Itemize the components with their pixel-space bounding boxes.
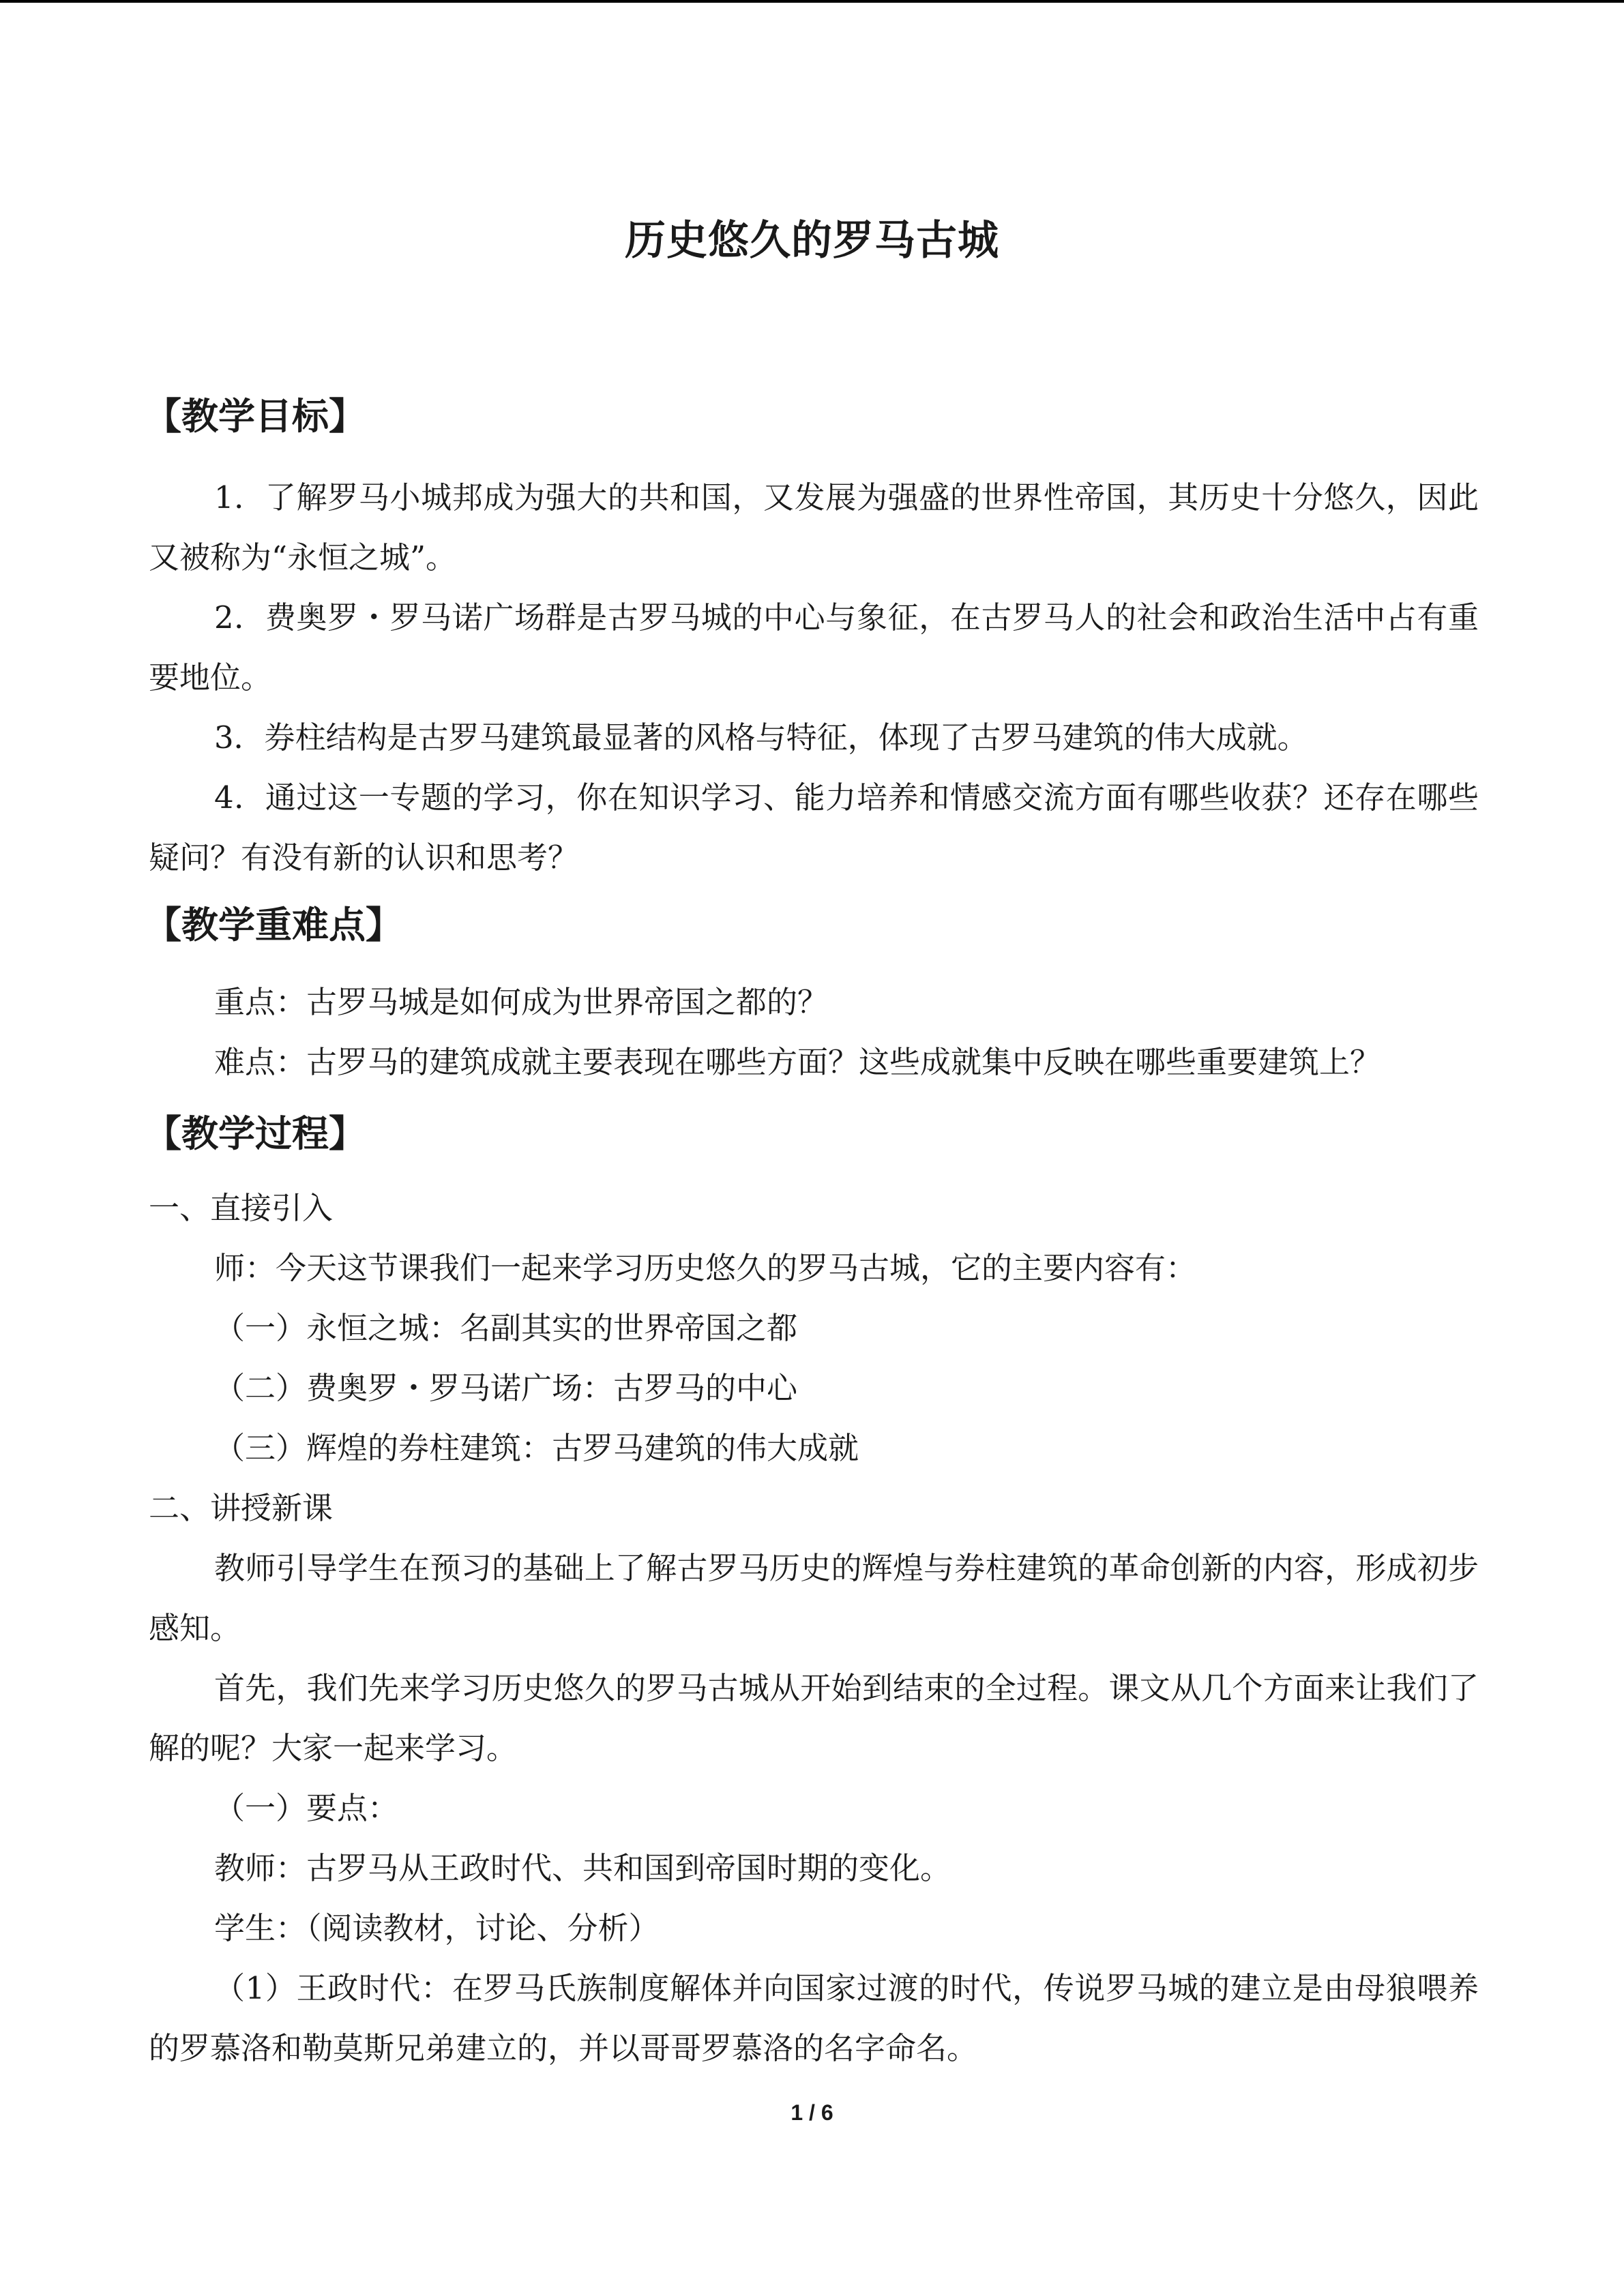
goal-item-4: 4．通过这一专题的学习，你在知识学习、能力培养和情感交流方面有哪些收获？还存在哪些疑问？有没有新的认识和思考？ (149, 779, 1479, 876)
part1-title: 一、直接引入 (149, 1190, 334, 1226)
part1-item-2: （二）费奥罗・罗马诺广场：古罗马的中心 (214, 1370, 798, 1406)
part1-item-1: （一）永恒之城：名副其实的世界帝国之都 (214, 1310, 798, 1346)
heading-teaching-goals: 【教学目标】 (145, 395, 366, 438)
heading-key-points: 【教学重难点】 (145, 904, 402, 946)
goal-item-2: 2．费奥罗・罗马诺广场群是古罗马城的中心与象征，在古罗马人的社会和政治生活中占有重要地位。 (149, 599, 1479, 696)
heading-teaching-process: 【教学过程】 (145, 1112, 366, 1155)
part2-student-line: 学生：（阅读教材，讨论、分析） (214, 1910, 660, 1946)
document-title: 历史悠久的罗马古城 (625, 217, 999, 265)
page-top-border (0, 0, 1624, 3)
goal-item-1: 1．了解罗马小城邦成为强大的共和国，又发展为强盛的世界性帝国，其历史十分悠久，因此又被称为“永恒之城”。 (149, 479, 1479, 576)
difficult-point: 难点：古罗马的建筑成就主要表现在哪些方面？这些成就集中反映在哪些重要建筑上？ (214, 1044, 1381, 1080)
goal-item-3: 3．券柱结构是古罗马建筑最显著的风格与特征，体现了古罗马建筑的伟大成就。 (214, 719, 1308, 756)
part2-point-label: （一）要点： (214, 1790, 399, 1826)
part1-item-3: （三）辉煌的券柱建筑：古罗马建筑的伟大成就 (214, 1430, 859, 1466)
part2-paragraph-1: 教师引导学生在预习的基础上了解古罗马历史的辉煌与券柱建筑的革命创新的内容，形成初步感知。 (149, 1550, 1479, 1646)
part2-paragraph-3: （1）王政时代：在罗马氏族制度解体并向国家过渡的时代，传说罗马城的建立是由母狼喂养的罗慕洛和勒莫斯兄弟建立的，并以哥哥罗慕洛的名字命名。 (149, 1970, 1479, 2066)
part2-title: 二、讲授新课 (149, 1490, 334, 1526)
part2-teacher-line: 教师：古罗马从王政时代、共和国到帝国时期的变化。 (214, 1850, 951, 1886)
part2-paragraph-2: 首先，我们先来学习历史悠久的罗马古城从开始到结束的全过程。课文从几个方面来让我们了解的呢？大家一起来学习。 (149, 1670, 1479, 1766)
page-number: 1 / 6 (791, 2100, 833, 2125)
part1-intro: 师：今天这节课我们一起来学习历史悠久的罗马古城，它的主要内容有： (214, 1250, 1197, 1286)
key-point: 重点：古罗马城是如何成为世界帝国之都的？ (214, 984, 829, 1020)
